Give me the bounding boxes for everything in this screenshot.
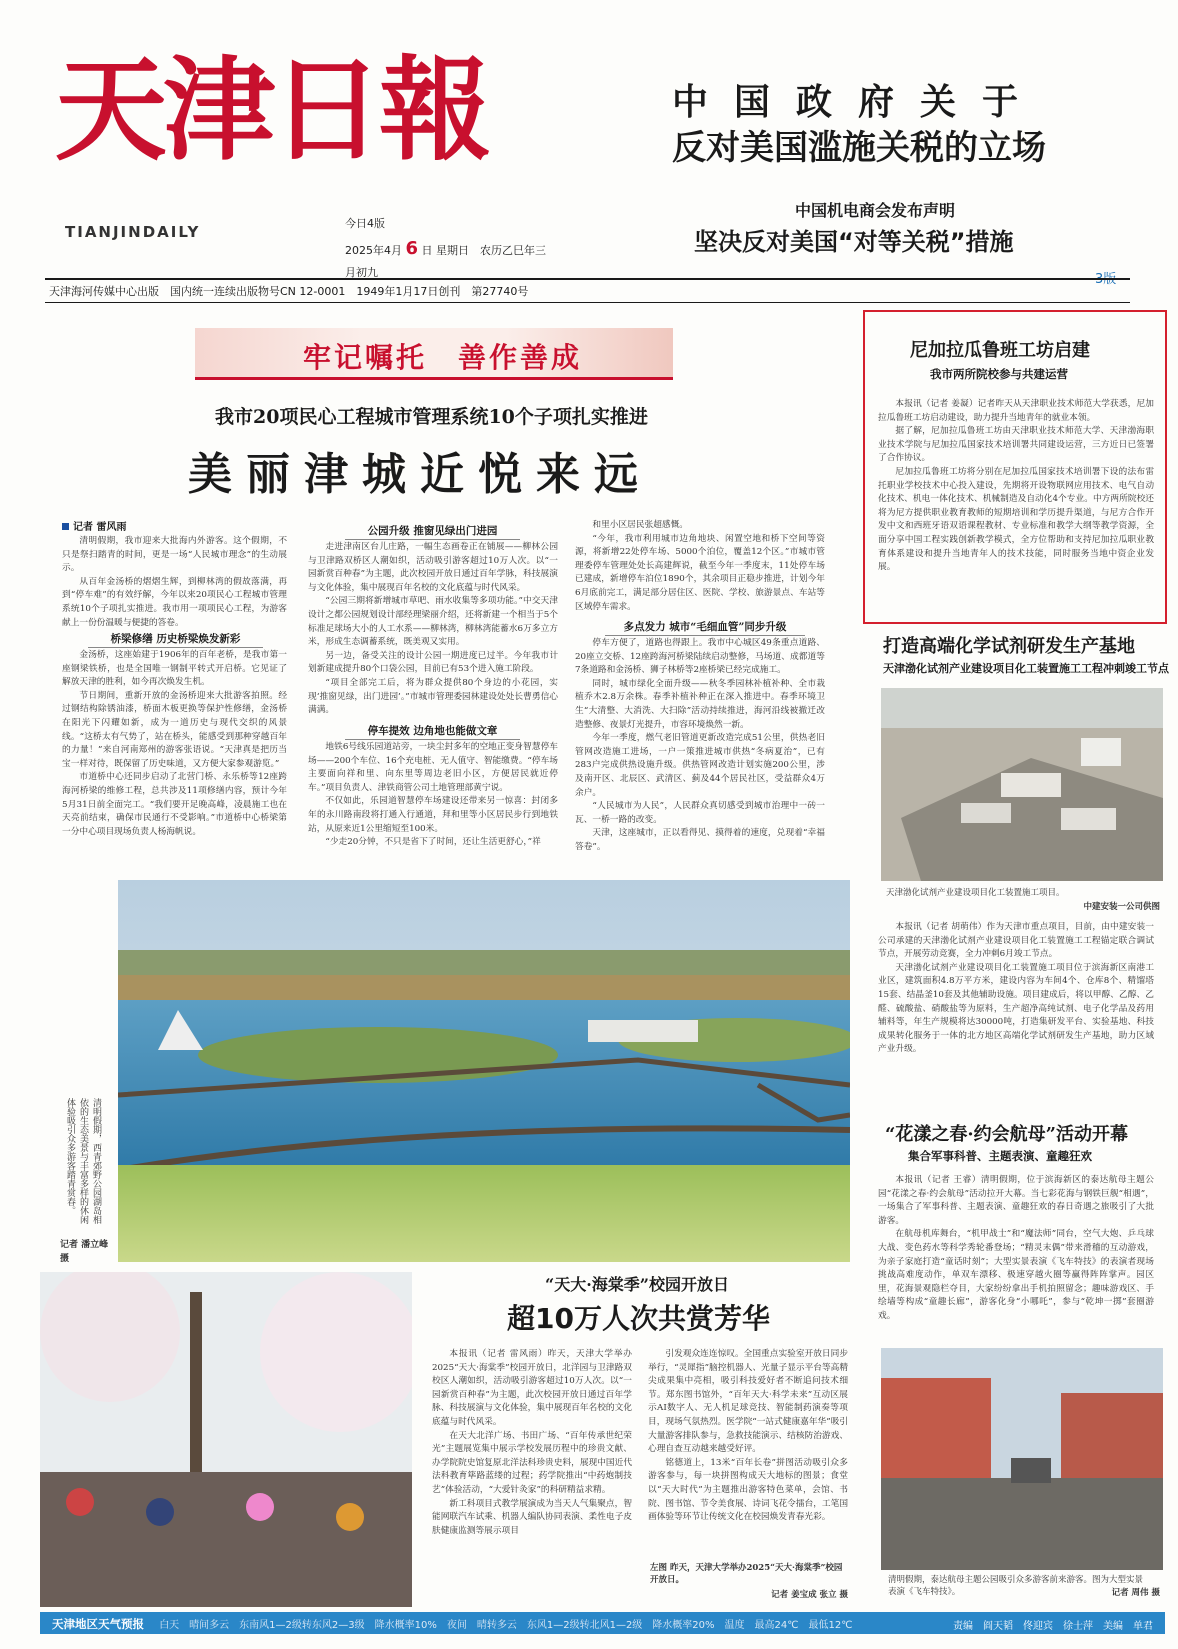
carrier-photo xyxy=(881,1348,1163,1570)
lake-photo-illustration xyxy=(118,880,850,1262)
carrier-body xyxy=(878,1174,1154,1328)
paragraph: 引发观众连连惊叹。全国重点实验室开放日同步举行，“灵犀指”脑控机器人、光量子显示平台等高精尖成果集中亮相，吸引科技爱好者不断追问技术细节。郑东图书馆外，“百年天大·科学未来”互动区展示AI数字人、无人机足球竞技、智能制药演奏等项目，现场气氛热烈。医学院“一站式健康嘉年华”吸引大量游客排队参与，急救技能演示、结核防治游戏、心理自查互动越来越受好评。 xyxy=(648,1349,848,1455)
paragraph: 天津渤化试剂产业建设项目化工装置施工项目位于滨海新区南港工业区，建筑面积4.8万平方米，建设内容为车间4个、仓库8个、精馏塔15套、结晶釜10套及其他辅助设施。项目建成后，将以甲醇、乙醇、乙醛、硫酸盐、硝酸盐等为原料，生产超净高纯试剂、电子化学品及药用辅料等，年生产规模将达30000吨，打造集研发平台、实验基地、科技成果转化服务于一体的北方地区高端化学试剂研发生产基地，助力区域产业升级。 xyxy=(878,962,1154,1055)
main-col2b xyxy=(308,741,558,869)
campus-photo xyxy=(40,1272,412,1607)
weather-forecast: 白天 晴间多云 东南风1—2级转东风2—3级 降水概率10% 夜间 晴转多云 东风1—2级转北风1—2级 降水概率20% 温度 最高24℃ 最低12℃ xyxy=(159,1620,853,1631)
paragraph: 市道桥中心还同步启动了北营门桥、永乐桥等12座跨海河桥梁的维修工程，总共涉及11项修缮内容，预计今年5月31日前全面完工。“我们要开足晚高峰，凌晨施工也在天亮前结束，确保市民通行不受影响。”市道桥中心桥梁第一分中心项目现场负责人杨海帆说。 xyxy=(62,772,287,837)
reagent-title: 打造高端化学试剂研发生产基地 xyxy=(883,636,1135,657)
paragraph: 金汤桥，这座始建于1906年的百年老桥，是我市第一座钢梁铁桥，也是全国唯一钢制平转式开启桥。它见证了解放天津的胜利，如今再次焕发生机。 xyxy=(62,650,287,688)
factory-illustration xyxy=(881,688,1163,881)
issue-info xyxy=(345,215,555,283)
carrier-photo-credit: 记者 周伟 摄 xyxy=(1111,1588,1160,1598)
paragraph: “人民城市为人民”，人民群众真切感受到城市治理中一砖一瓦、一桥一路的改变。 xyxy=(575,801,825,825)
masthead-english: TIANJINDAILY xyxy=(65,223,201,241)
paragraph: 铭德道上，13米“百年长卷”拼图活动吸引众多游客参与，每一块拼图构成天大地标的图景；食堂以“天大时代”为主题推出游客特色菜单，会馆、书院、图书馆、节令美食展、诗词飞花令擂台，工笔国画体验等环节让传统文化在校园焕发青春光彩。 xyxy=(648,1457,848,1523)
campus-headline: 超10万人次共赏芳华 xyxy=(507,1302,770,1335)
paragraph: 不仅如此，乐园道智慧停车场建设还带来另一惊喜：封闭多年的永川路南段将打通入行通道，拜和里等小区居民步行到地铁站，从原来近1公里缩短至100米。 xyxy=(308,796,558,834)
lead-subkicker: 中国机电商会发布声明 xyxy=(795,201,956,220)
lake-photo-caption: 清明假期，西青郊野公园湖岛相依的生态美景与丰富多样的休闲体验吸引众多游客踏青赏春。 xyxy=(65,1098,101,1224)
paragraph: 新工科项目式教学展演成为当天人气集聚点，智能网联汽车试乘、机器人编队协同表演、柔性电子皮肤健康监测等展示项目 xyxy=(432,1498,632,1536)
carrier-title: “花漾之春·约会航母”活动开幕 xyxy=(885,1124,1128,1145)
paragraph: 今年一季度，燃气老旧管道更新改造完成51公里，供热老旧管网改造施工进场，一户一策推进城市供热“冬病夏治”，已有283户完成供热设施升级。供热管网改造计划实施200公里，涉及南开区、北辰区、武清区、蓟及44个居民社区，受益群众4万余户。 xyxy=(575,733,825,798)
main-col3a xyxy=(575,519,825,617)
paragraph: 在天大北洋广场、书田广场、“百年传承世纪荣光”主题展览集中展示学校发展历程中的珍贵文献、办学院院史馆复原北洋法科珍贵史料，展现中国近代法科教育筚路蓝缕的过程；药学院推出“中药炮制技艺”体验活动，“大爱针灸家”的科研精益求精。 xyxy=(432,1430,632,1495)
main-col1b xyxy=(62,649,287,871)
weather-bar xyxy=(40,1612,1165,1634)
main-headline: 美丽津城近悦来远 xyxy=(188,449,652,500)
banner-text: 牢记嘱托 善作善成 xyxy=(303,341,583,374)
paragraph: 节日期间，重新开放的金汤桥迎来大批游客拍照。经过钢结构除锈油漆，桥面木板更换等保护性修缮，金汤桥在阳光下闪耀如新，成为一道历史与现代交织的风景线。“这桥太有气势了，站在桥头，能感受到那种穿越百年的力量！”来自河南郑州的游客张语说。“天津真是把历当宝一样对待，既保留了历史味道，又方便大家参观游览。” xyxy=(62,690,287,769)
section-subhead: 多点发力 城市“毛细血管”同步升级 xyxy=(605,619,805,636)
luban-body xyxy=(878,398,1154,616)
luban-subtitle: 我市两所院校参与共建运营 xyxy=(930,367,1068,381)
luban-title: 尼加拉瓜鲁班工坊启建 xyxy=(910,340,1090,361)
paragraph: 天津，这座城市，正以看得见、摸得着的速度，兑现着“幸福答卷”。 xyxy=(575,828,825,852)
lead-subheadline: 坚决反对美国“对等关税”措施 xyxy=(694,228,1014,256)
paragraph: 地铁6号线乐园道站旁，一块尘封多年的空地正变身智慧停车场——200个车位、16个充电桩、无人值守、智能缴费。“停车场主要面向祥和里、向东里等周边老旧小区，方便居民就近停车。”项目负责人、津铁商管公司土地管理部黄宁说。 xyxy=(308,742,558,793)
paragraph: 据了解，尼加拉瓜鲁班工坊由天津职业技术师范大学、天津渤海职业技术学院与尼加拉瓜国家技术培训署共同建设运营，三方近日已签署了合作协议。 xyxy=(878,426,1154,464)
section-subhead: 公园升级 推窗见绿出门进园 xyxy=(345,523,520,540)
main-col1 xyxy=(62,535,287,627)
paragraph: 本报讯（记者 胡萌伟）作为天津市重点项目，目前，由中建安装一公司承建的天津渤化试剂产业建设项目化工装置施工工程锚定联合调试节点，开展劳动竞赛，全力冲刺6月竣工节点。 xyxy=(878,922,1154,960)
editor-credits: 责编 阎天韬 佟迎宾 徐士萍 美编 单君 xyxy=(953,1621,1153,1632)
factory-photo-credit: 中建安装一公司供图 xyxy=(1083,902,1160,912)
main-byline: 记者 雷风雨 xyxy=(62,518,126,533)
campus-illustration xyxy=(40,1272,412,1607)
paragraph: “少走20分钟，不只是省下了时间，还让生活更舒心，”祥 xyxy=(325,837,541,848)
paragraph: “公园三期将新增城市草吧、雨水收集等多项功能。”中交天津设计之都公园规划设计部经理梁丽介绍，还将新建一个相当于5个标准足球场大小的人工水系——柳林湾，柳林湾能蓄水6万多立方米，形成生态调蓄系统，既美观又实用。 xyxy=(308,596,558,648)
paragraph: 停车方便了，道路也得跟上。我市中心城区49条重点道路、20座立交桥、12座跨海河桥梁陆续启动整修，马场道、成都道等7条道路和金汤桥、狮子林桥等2座桥梁已经完成施工。 xyxy=(575,638,825,676)
campus-photo-caption: 左图 昨天，天津大学举办2025“天大·海棠季”校园开放日。 xyxy=(650,1563,843,1585)
carrier-illustration xyxy=(881,1348,1163,1570)
reagent-body xyxy=(878,921,1154,1107)
weather-title: 天津地区天气预报 xyxy=(52,1617,144,1631)
page-reference[interactable]: 3版 xyxy=(1095,272,1117,287)
paragraph: 尼加拉瓜鲁班工坊将分别在尼加拉瓜国家技术培训署下设的法布雷托职业学校技术中心投入建设，先期将开设物联网应用技术、电气自动化技术、机电一体化技术、机械制造及自动化4个专业。中方两所院校还将为尼方提供职业教育教师的短期培训和学历提升渠道，与尼方合作开发中文和西班牙语双语课程教材、专业标准和教学大纲等教学资源，全面分享中国工程实践创新教学模式，全方位帮助和支持尼加拉瓜职业教育体系建设和提升当地青年人的技术技能，同时服务当地中资企业发展。 xyxy=(878,466,1154,573)
factory-photo xyxy=(881,688,1163,881)
campus-kicker: “天大·海棠季”校园开放日 xyxy=(545,1275,729,1294)
paragraph: 清明假期，我市迎来大批海内外游客。这个假期，不只是祭扫踏青的时间，更是一场“人民城市理念”的生动展示。 xyxy=(62,536,287,574)
lake-photo xyxy=(118,880,850,1262)
lake-photo-credit: 记者 潘立峰 摄 xyxy=(60,1240,109,1264)
paragraph: “今年，我市利用城市边角地块、闲置空地和桥下空间等资源，将新增22处停车场、5000个泊位，覆盖12个区。”市城市管理委停车管理处处长高建辉说，截至今年一季度末，11处停车场已建成，新增停车泊位1890个，其余项目正稳步推进，计划今年6月底前完工，满足部分居住区、医院、学校、旅游景点、车站等区域停车需求。 xyxy=(575,533,825,612)
paragraph: 从百年金汤桥的熠熠生辉，到柳林湾的假故落满，再到“停车难”的有效纾解，今年以来20项民心工程城市管理系统10个子项扎实推进。我市用一项项民心工程，为游客献上一份份温暖与便捷的答卷。 xyxy=(62,576,287,627)
paragraph: 和里小区居民张超感慨。 xyxy=(592,520,688,530)
paragraph: “项目全部完工后，将为群众提供80个身边的小花园，实现‘推窗见绿，出门进园’。”市城市管理委园林建设处处长曹勇信心满满。 xyxy=(308,677,558,716)
paragraph: 本报讯（记者 姜凝）记者昨天从天津职业技术师范大学获悉，尼加拉瓜鲁班工坊启动建设，助力提升当地青年的就业本领。 xyxy=(878,399,1154,423)
imprint-line: 天津海河传媒中心出版 国内统一连续出版物号CN 12-0001 1949年1月17日创刊 第27740号 xyxy=(45,278,1130,303)
issue-date: 2025年4月 6 日 星期日 农历乙巳年三月初九 xyxy=(345,237,547,280)
factory-photo-caption: 天津渤化试剂产业建设项目化工装置施工项目。 xyxy=(886,888,1065,898)
paragraph: 本报讯（记者 雷风雨）昨天，天津大学举办2025“天大·海棠季”校园开放日，北洋园与卫津路双校区人潮如织，活动吸引游客超过10万人次。以“一园新赏百种春”为主题，此次校园开放日通过百年学脉、科技展演与文化体验，集中展现百年名校的文化底蕴与时代风采。 xyxy=(432,1349,632,1427)
page-count: 今日4版 xyxy=(345,217,385,230)
carrier-subtitle: 集合军事科普、主题表演、童趣狂欢 xyxy=(908,1149,1092,1163)
campus-col1 xyxy=(432,1348,632,1598)
section-subhead: 停车提效 边角地也能做文章 xyxy=(345,723,520,740)
theme-banner xyxy=(195,328,673,380)
masthead xyxy=(55,45,555,280)
main-kicker: 我市20项民心工程城市管理系统10个子项扎实推进 xyxy=(215,406,648,428)
paragraph: 本报讯（记者 王睿）清明假期，位于滨海新区的泰达航母主题公园“花漾之春·约会航母”活动拉开大幕。当七彩花海与钢铁巨舰“相遇”，一场集合了军事科普、主题表演、童趣狂欢的春日奇遇之旅吸引了大批游客。 xyxy=(878,1175,1154,1226)
campus-col2 xyxy=(648,1348,848,1558)
paragraph: 在航母机库舞台，“机甲战士”和“魔法师”同台，空气大炮、乒乓球大战、变色药水等科学秀轮番登场；“精灵末偶”带来滑稽的互动游戏，为亲子家庭打造“童话时刻”；大型实景表演《飞车特技》的表演者现场挑战高难度动作，单双车漂移、极速穿越火圈等赢得阵阵掌声。园区里，花海景观隐栏夺目，大家纷纷拿出手机拍照留念；趣味游戏区、手绘墙等构成“童趣长廊”，游客化身“小哪吒”，参与“乾坤一掷”套圈游戏。 xyxy=(878,1229,1154,1321)
campus-photo-credit: 记者 姜宝成 张立 摄 xyxy=(771,1590,848,1600)
masthead-title: 天津日報 xyxy=(55,45,487,176)
lead-headline-line2: 反对美国滥施关税的立场 xyxy=(672,128,1046,168)
paragraph: 同时，城市绿化全面升级——秋冬季园林补植补种、全市栽植乔木2.8万余株。春季补植补种正在深入推进中。春季环境卫生“大清整、大消洗、大扫除”活动持续推进，海河沿线被撤迁改造整修、夜景灯光提升，市容环境焕然一新。 xyxy=(575,678,825,730)
carrier-photo-caption: 清明假期，泰达航母主题公园吸引众多游客前来游客。图为大型实景表演《飞车特技》。 xyxy=(888,1575,1144,1597)
paragraph: 走进津南区台儿庄路，一幅生态画卷正在铺展——柳林公园与卫津路双桥区人潮如织，活动吸引游客超过10万人次。以“一园新赏百种春”为主题，此次校园开放日通过百年学脉，科技展演与文化体验，集中展现百年名校的文化底蕴与时代风采。 xyxy=(308,542,558,593)
main-col2a xyxy=(308,541,558,719)
main-col3b xyxy=(575,637,825,869)
lead-headline-line1: 中国政府关于 xyxy=(672,82,1045,123)
reagent-subtitle: 天津渤化试剂产业建设项目化工装置施工工程冲刺竣工节点 xyxy=(883,662,1169,675)
paragraph: 另一边，备受关注的设计公园一期进度已过半。今年我市计划新建成提升80个口袋公园，目前已有53个进入施工阶段。 xyxy=(308,650,558,675)
section-subhead: 桥梁修缮 历史桥梁焕发新彩 xyxy=(88,631,263,648)
